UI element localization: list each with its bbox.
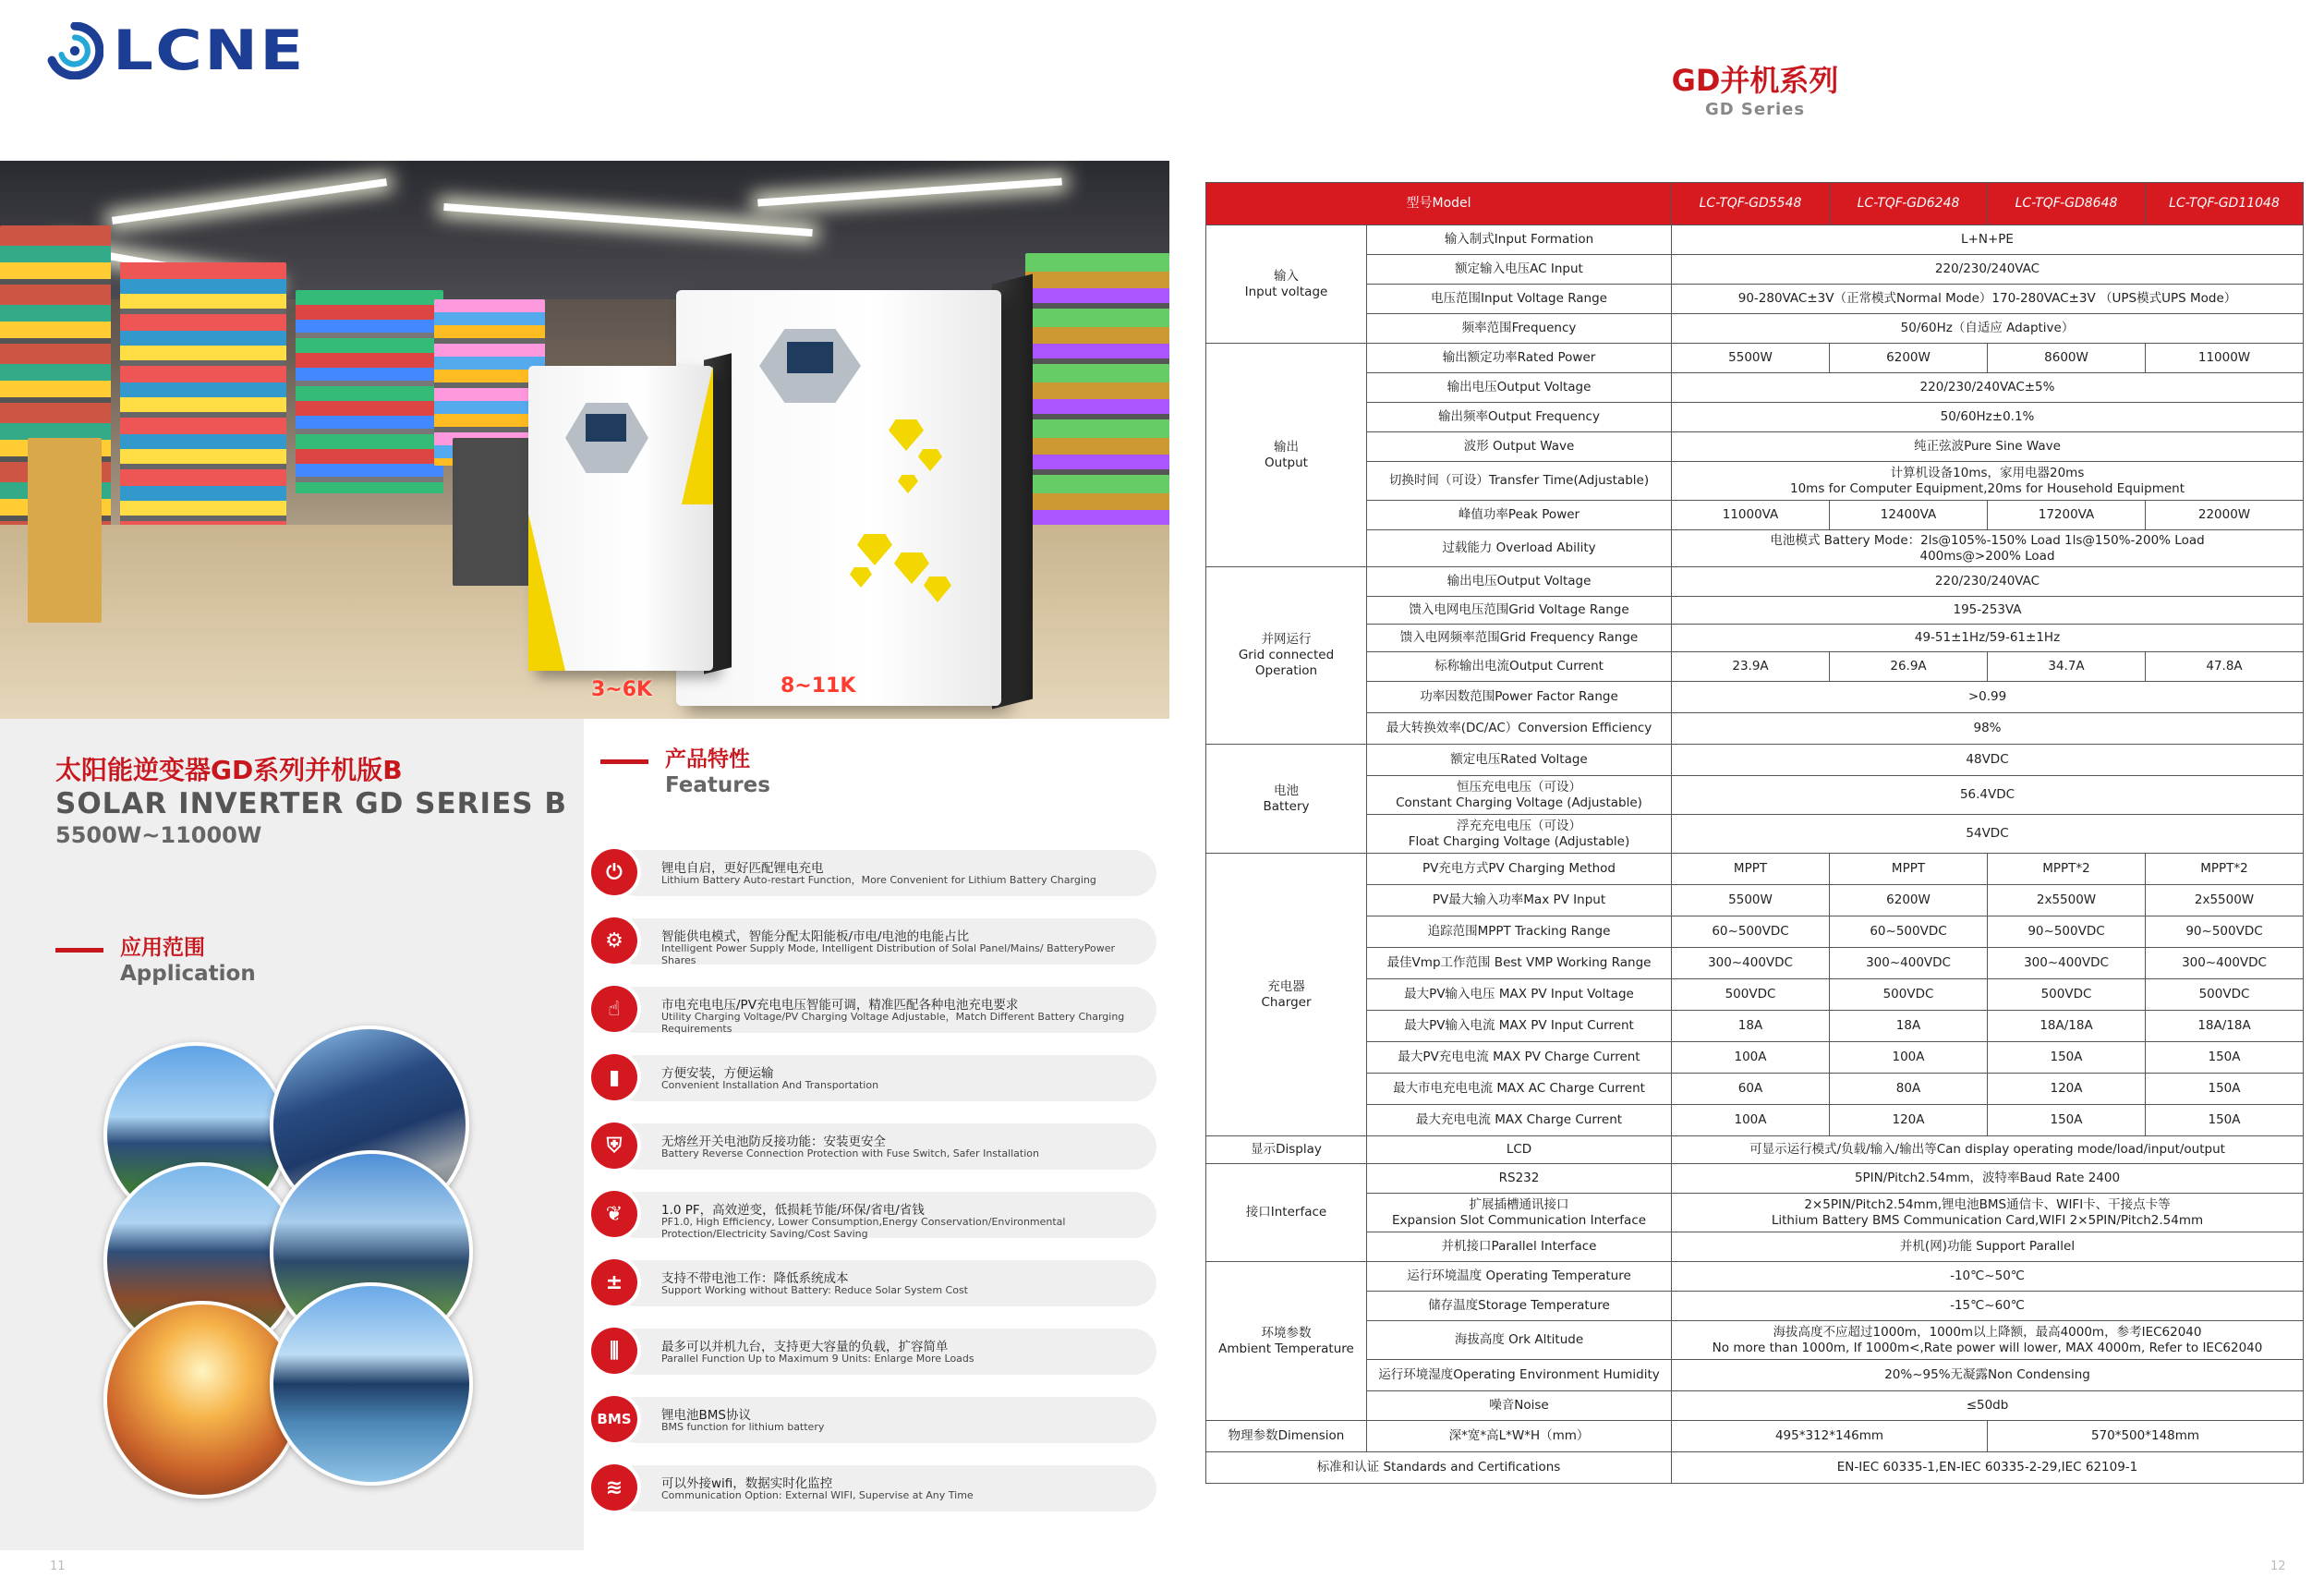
table-row [1206,403,2304,432]
feature-item [591,1123,1156,1170]
table-group-label: 接口Interface [1206,1164,1367,1262]
table-value-span: 50/60Hz（自适应 Adaptive） [1672,314,2304,344]
table-group-label: 并网运行 Grid connected Operation [1206,567,1367,745]
table-row [1206,815,2304,854]
table-param-name: 噪音Noise [1367,1391,1672,1421]
table-param-name: 额定电压Rated Voltage [1367,745,1672,776]
table-param-name: 输入制式Input Formation [1367,225,1672,255]
feature-item [591,1260,1156,1306]
feature-item [591,987,1156,1033]
table-value: 150A [1988,1042,2146,1074]
table-param-name: 并机接口Parallel Interface [1367,1232,1672,1262]
table-row [1206,501,2304,530]
table-row [1206,1292,2304,1321]
feature-text-en: Utility Charging Voltage/PV Charging Voltage Adjustable，Match Different Battery Charging Requirements [661,1011,1125,1035]
table-param-name: 输出电压Output Voltage [1367,567,1672,597]
table-value: 18A/18A [1988,1011,2146,1042]
table-row [1206,344,2304,373]
table-value-span: 495*312*146mm [1672,1421,1988,1452]
page-number-left: 11 [50,1560,66,1573]
table-row [1206,373,2304,403]
table-value-span: 570*500*148mm [1988,1421,2304,1452]
table-param-name: 输出频率Output Frequency [1367,403,1672,432]
table-value: 5500W [1672,885,1830,916]
feature-item [591,1192,1156,1238]
bms-icon: BMS [591,1396,637,1442]
table-row [1206,1194,2304,1232]
table-row [1206,1136,2304,1164]
table-header-model: LC-TQF-GD6248 [1830,183,1988,225]
table-value: 17200VA [1988,501,2146,530]
shield-lock-icon: ⛨ [591,1123,637,1169]
feature-text-cn: 锂电池BMS协议 [661,1408,751,1423]
table-value: 23.9A [1672,652,1830,682]
table-value: 120A [1830,1105,1988,1136]
table-value: 80A [1830,1074,1988,1105]
table-param-name: 深*宽*高L*W*H（mm） [1367,1421,1672,1452]
table-row [1206,1452,2304,1484]
table-param-name: 电压范围Input Voltage Range [1367,285,1672,314]
spec-table [1205,182,2304,1484]
feature-text-cn: 锂电自启，更好匹配锂电充电 [661,861,824,876]
feature-text-en: Parallel Function Up to Maximum 9 Units: Enlarge More Loads [661,1353,974,1365]
feature-text-en: PF1.0, High Efficiency, Lower Consumption,Energy Conservation/Environmental Protection/Electricity Saving/Cost Saving [661,1216,1066,1240]
table-param-name: 恒压充电电压（可设） Constant Charging Voltage (Adjustable) [1367,776,1672,815]
feature-text-cn: 无熔丝开关电池防反接功能：安装更安全 [661,1135,886,1149]
table-value: 47.8A [2146,652,2304,682]
hero-tag-big: 8~11K [781,674,856,698]
table-value-span: 并机(网)功能 Support Parallel [1672,1232,2304,1262]
table-header-model: LC-TQF-GD11048 [2146,183,2304,225]
table-value: MPPT*2 [1988,854,2146,885]
series-title-cn: GD并机系列 [1671,63,1839,98]
network-icon: ⚙ [591,917,637,964]
small-inverter-product [528,366,713,671]
table-row [1206,979,2304,1011]
logo-text: LCNE [113,18,306,83]
table-value: 150A [2146,1074,2304,1105]
table-param-name: LCD [1367,1136,1672,1164]
table-value: MPPT [1830,854,1988,885]
table-row [1206,625,2304,652]
table-param-name: 追踪范围MPPT Tracking Range [1367,916,1672,948]
table-param-name: 运行环境温度 Operating Temperature [1367,1262,1672,1292]
table-value-span: 48VDC [1672,745,2304,776]
table-group-label: 电池 Battery [1206,745,1367,854]
table-value: 500VDC [1988,979,2146,1011]
table-row [1206,225,2304,255]
feature-text-cn: 支持不带电池工作：降低系统成本 [661,1271,849,1286]
table-value-span: EN-IEC 60335-1,EN-IEC 60335-2-29,IEC 62109-1 [1672,1452,2304,1484]
table-group-label: 显示Display [1206,1136,1367,1164]
table-param-name: 馈入电网频率范围Grid Frequency Range [1367,625,1672,652]
table-value: 150A [1988,1105,2146,1136]
table-header-model-label: 型号Model [1206,183,1672,225]
table-header-model: LC-TQF-GD8648 [1988,183,2146,225]
table-row [1206,1011,2304,1042]
table-value: MPPT*2 [2146,854,2304,885]
features-heading [600,746,770,798]
application-photo-water-plant [270,1282,473,1486]
table-group-label: 输入 Input voltage [1206,225,1367,344]
product-title-cn: 太阳能逆变器GD系列并机版B [55,755,403,785]
table-param-name: 扩展插槽通讯接口 Expansion Slot Communication Interface [1367,1194,1672,1232]
table-value: 5500W [1672,344,1830,373]
table-row [1206,1105,2304,1136]
table-param-name: 标称输出电流Output Current [1367,652,1672,682]
page-number-right: 12 [2270,1560,2286,1573]
product-title-en: SOLAR INVERTER GD SERIES B [55,787,567,820]
table-group-label: 充电器 Charger [1206,854,1367,1136]
features-title-cn: 产品特性 [665,747,750,771]
table-value: 500VDC [1672,979,1830,1011]
feature-text-cn: 最多可以并机九台，支持更大容量的负载，扩容简单 [661,1340,949,1354]
table-row [1206,1164,2304,1194]
table-row [1206,948,2304,979]
battery-portrait-icon: ▮ [591,1054,637,1100]
table-row [1206,1074,2304,1105]
table-row [1206,285,2304,314]
logo-swirl-icon [46,22,103,79]
table-row [1206,432,2304,462]
table-value: 6200W [1830,885,1988,916]
series-title-en: GD Series [1704,100,1806,119]
feature-item [591,850,1156,896]
table-group-label: 环境参数 Ambient Temperature [1206,1262,1367,1421]
table-value-span: 可显示运行模式/负载/输入/输出等Can display operating mode/load/input/output [1672,1136,2304,1164]
table-value-span: 220/230/240VAC±5% [1672,373,2304,403]
table-param-name: 峰值功率Peak Power [1367,501,1672,530]
table-param-name: 最佳Vmp工作范围 Best VMP Working Range [1367,948,1672,979]
hand-touch-icon: ☝ [591,986,637,1032]
table-value-span: 纯正弦波Pure Sine Wave [1672,432,2304,462]
table-value-span: >0.99 [1672,682,2304,713]
table-param-name: PV充电方式PV Charging Method [1367,854,1672,885]
table-value: 100A [1830,1042,1988,1074]
table-param-name: 标准和认证 Standards and Certifications [1206,1452,1672,1484]
table-value: 100A [1672,1105,1830,1136]
table-value-span: 220/230/240VAC [1672,567,2304,597]
eco-leaf-icon: ❦ [591,1191,637,1237]
table-value: 6200W [1830,344,1988,373]
table-value: MPPT [1672,854,1830,885]
table-value: 60A [1672,1074,1830,1105]
table-param-name: 额定输入电压AC Input [1367,255,1672,285]
table-value: 18A/18A [2146,1011,2304,1042]
table-value-span: 计算机设备10ms，家用电器20ms 10ms for Computer Equipment,20ms for Household Equipment [1672,462,2304,501]
table-row [1206,597,2304,625]
table-param-name: 馈入电网电压范围Grid Voltage Range [1367,597,1672,625]
table-value: 26.9A [1830,652,1988,682]
table-row [1206,1321,2304,1360]
table-value: 100A [1672,1042,1830,1074]
table-param-name: 功率因数范围Power Factor Range [1367,682,1672,713]
table-row [1206,1042,2304,1074]
table-row [1206,885,2304,916]
table-param-name: 频率范围Frequency [1367,314,1672,344]
feature-text-en: Intelligent Power Supply Mode, Intelligent Distribution of Solal Panel/Mains/ BatteryPower Shares [661,942,1116,966]
table-row [1206,1391,2304,1421]
feature-item [591,1055,1156,1101]
table-row [1206,1360,2304,1391]
table-param-name: 运行环境湿度Operating Environment Humidity [1367,1360,1672,1391]
table-row [1206,567,2304,597]
table-row [1206,652,2304,682]
feature-item [591,918,1156,965]
table-param-name: 最大PV输入电流 MAX PV Input Current [1367,1011,1672,1042]
parallel-units-icon: ⫼ [591,1328,637,1374]
table-value: 60~500VDC [1830,916,1988,948]
application-title-cn: 应用范围 [120,936,205,960]
hero-image-store-with-inverters [0,161,1169,719]
brand-logo [46,18,306,83]
table-value-span: 2×5PIN/Pitch2.54mm,锂电池BMS通信卡、WIFI卡、干接点卡等 Lithium Battery BMS Communication Card,WIFI 2×5PIN/Pitch2.54mm [1672,1194,2304,1232]
table-param-name: PV最大输入功率Max PV Input [1367,885,1672,916]
table-param-name: 最大转换效率(DC/AC）Conversion Efficiency [1367,713,1672,745]
table-param-name: 输出额定功率Rated Power [1367,344,1672,373]
wifi-icon: ≋ [591,1464,637,1511]
table-param-name: 最大PV充电电流 MAX PV Charge Current [1367,1042,1672,1074]
table-row [1206,854,2304,885]
table-value: 300~400VDC [1672,948,1830,979]
table-value: 34.7A [1988,652,2146,682]
table-param-name: 储存温度Storage Temperature [1367,1292,1672,1321]
table-value: 90~500VDC [1988,916,2146,948]
table-value: 18A [1672,1011,1830,1042]
table-group-label: 物理参数Dimension [1206,1421,1367,1452]
table-row [1206,713,2304,745]
table-param-name: 切换时间（可设）Transfer Time(Adjustable) [1367,462,1672,501]
table-param-name: 过载能力 Overload Ability [1367,530,1672,567]
table-value-span: 220/230/240VAC [1672,255,2304,285]
feature-item [591,1397,1156,1443]
table-param-name: RS232 [1367,1164,1672,1194]
feature-item [591,1465,1156,1511]
table-row [1206,1421,2304,1452]
table-param-name: 浮充充电电压（可设） Float Charging Voltage (Adjustable) [1367,815,1672,854]
table-value-span: 5PIN/Pitch2.54mm，波特率Baud Rate 2400 [1672,1164,2304,1194]
table-value: 2x5500W [2146,885,2304,916]
feature-item [591,1329,1156,1375]
table-value-span: -15℃~60℃ [1672,1292,2304,1321]
table-value-span: 195-253VA [1672,597,2304,625]
table-value: 150A [2146,1042,2304,1074]
table-row [1206,682,2304,713]
feature-text-cn: 方便安装，方便运输 [661,1066,774,1081]
feature-text-en: BMS function for lithium battery [661,1421,825,1433]
table-param-name: 最大充电电流 MAX Charge Current [1367,1105,1672,1136]
table-value-span: 20%~95%无凝露Non Condensing [1672,1360,2304,1391]
table-value: 22000W [2146,501,2304,530]
table-row [1206,462,2304,501]
application-heading [55,935,256,987]
feature-text-en: Communication Option: External WIFI, Supervise at Any Time [661,1489,974,1501]
application-title-en: Application [120,962,256,986]
table-value-span: 电池模式 Battery Mode：2ls@105%-150% Load 1ls@150%-200% Load 400ms@>200% Load [1672,530,2304,567]
table-value: 300~400VDC [2146,948,2304,979]
table-value-span: 54VDC [1672,815,2304,854]
product-power-range: 5500W~11000W [55,822,262,848]
table-param-name: 最大PV输入电压 MAX PV Input Voltage [1367,979,1672,1011]
features-title-en: Features [665,773,770,797]
table-row [1206,745,2304,776]
feature-text-cn: 市电充电电压/PV充电电压智能可调，精准匹配各种电池充电要求 [661,998,1019,1013]
table-header-model: LC-TQF-GD5548 [1672,183,1830,225]
table-value: 60~500VDC [1672,916,1830,948]
table-row [1206,530,2304,567]
table-value-span: 98% [1672,713,2304,745]
table-value: 500VDC [1830,979,1988,1011]
feature-text-en: Support Working without Battery: Reduce Solar System Cost [661,1284,968,1296]
table-value-span: 50/60Hz±0.1% [1672,403,2304,432]
table-row [1206,314,2304,344]
table-row [1206,1232,2304,1262]
feature-text-cn: 可以外接wifi，数据实时化监控 [661,1476,833,1491]
table-value-span: -10℃~50℃ [1672,1262,2304,1292]
table-value: 11000VA [1672,501,1830,530]
table-param-name: 输出电压Output Voltage [1367,373,1672,403]
table-row [1206,916,2304,948]
battery-plus-minus-icon: ± [591,1259,637,1305]
table-row [1206,1262,2304,1292]
hero-tag-small: 3~6K [591,678,653,701]
table-value: 8600W [1988,344,2146,373]
table-group-label: 输出 Output [1206,344,1367,567]
feature-text-cn: 智能供电模式，智能分配太阳能板/市电/电池的电能占比 [661,929,970,944]
table-value: 500VDC [2146,979,2304,1011]
table-value: 18A [1830,1011,1988,1042]
feature-text-cn: 1.0 PF，高效逆变，低损耗节能/环保/省电/省钱 [661,1203,925,1218]
feature-text-en: Lithium Battery Auto-restart Function，More Convenient for Lithium Battery Charging [661,874,1096,886]
table-value-span: L+N+PE [1672,225,2304,255]
table-value-span: 90-280VAC±3V（正常模式Normal Mode）170-280VAC±3V （UPS模式UPS Mode） [1672,285,2304,314]
table-value: 300~400VDC [1830,948,1988,979]
table-value-span: 49-51±1Hz/59-61±1Hz [1672,625,2304,652]
table-param-name: 最大市电充电电流 MAX AC Charge Current [1367,1074,1672,1105]
table-value: 2x5500W [1988,885,2146,916]
feature-text-en: Convenient Installation And Transportation [661,1079,879,1091]
table-value: 12400VA [1830,501,1988,530]
table-param-name: 波形 Output Wave [1367,432,1672,462]
power-icon: ⏻ [591,849,637,895]
table-row [1206,255,2304,285]
table-value: 300~400VDC [1988,948,2146,979]
feature-text-en: Battery Reverse Connection Protection with Fuse Switch, Safer Installation [661,1147,1039,1159]
table-value: 11000W [2146,344,2304,373]
table-value-span: 56.4VDC [1672,776,2304,815]
table-value-span: 海拔高度不应超过1000m，1000m以上降额，最高4000m，参考IEC62040 No more than 1000m, If 1000m<,Rate power will lower, MAX 4000m, Refer to IEC62040 [1672,1321,2304,1360]
table-value: 90~500VDC [2146,916,2304,948]
table-value-span: ≤50db [1672,1391,2304,1421]
table-row [1206,776,2304,815]
table-param-name: 海拔高度 Ork Altitude [1367,1321,1672,1360]
table-value: 120A [1988,1074,2146,1105]
table-value: 150A [2146,1105,2304,1136]
